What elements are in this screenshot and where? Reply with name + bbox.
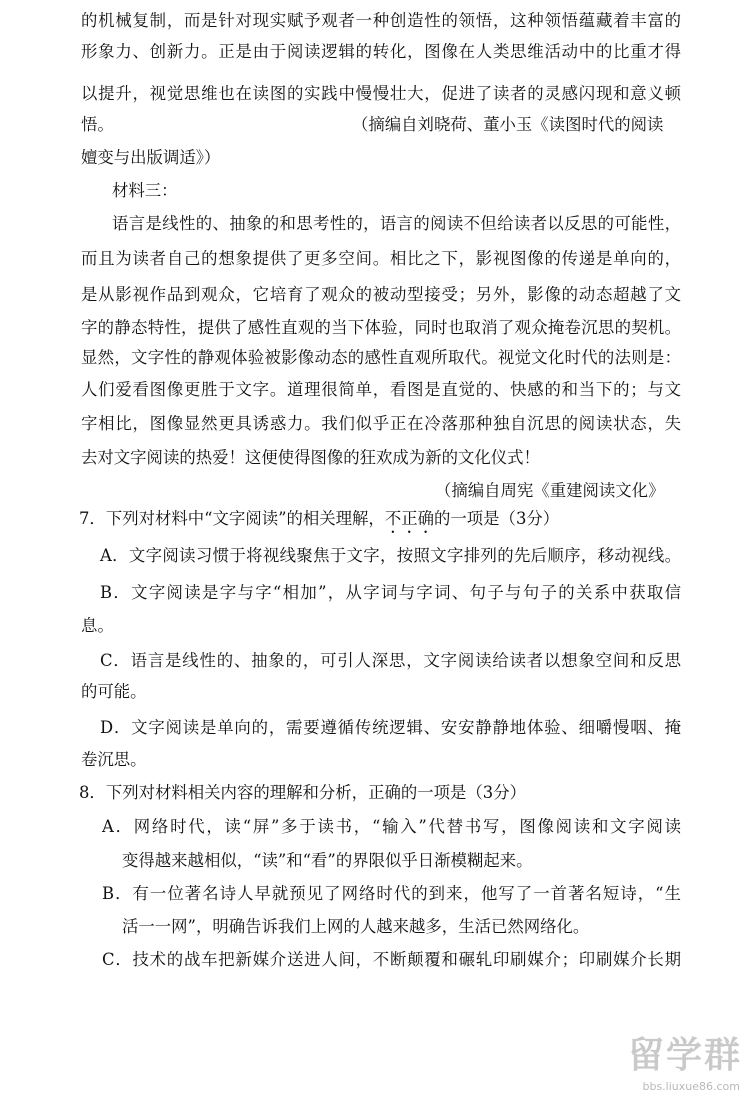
text-line: 语言是线性的、抽象的和思考性的，语言的阅读不但给读者以反思的可能性， (112, 214, 681, 233)
option-c: C．语言是线性的、抽象的，可引人深思，文字阅读给读者以想象空间和反思 (100, 651, 681, 670)
option-c: C．技术的战车把新媒介送进人间，不断颠覆和碾轧印刷媒介；印刷媒介长期 (102, 950, 681, 969)
option-d: D．文字阅读是单向的，需要遵循传统逻辑、安安静静地体验、细嚼慢咽、掩 (100, 718, 681, 737)
option-b-cont: 息。 (81, 616, 114, 635)
citation-cont: 嬗变与出版调适》） (81, 148, 221, 167)
text-line: 悟。 (81, 115, 114, 134)
text-line: 字相比，图像显然更具诱惑力。我们似乎正在冷落那种独自沉思的阅读状态，失 (81, 414, 681, 433)
section-heading: 材料三： (112, 181, 178, 200)
text-line: 而且为读者自己的想象提供了更多空间。相比之下，影视图像的传递是单向的， (81, 249, 681, 268)
option-b: B．有一位著名诗人早就预见了网络时代的到来，他写了一首著名短诗，“生 (102, 884, 681, 903)
text-line: 形象力、创新力。正是由于阅读逻辑的转化，图像在人类思维活动中的比重才得 (81, 42, 681, 61)
question-7 (79, 504, 679, 534)
option-b: B．文字阅读是字与字“相加”，从字词与字词、句子与句子的关系中获取信 (100, 583, 681, 602)
text-line: 是从影视作品到观众，它培育了观众的被动型接受；另外，影像的动态超越了文 (81, 285, 681, 304)
watermark-url: bbs.liuxue86.com (642, 1080, 740, 1093)
question-8: 8．下列对材料相关内容的理解和分析，正确的一项是（3分） (79, 783, 527, 802)
option-a: A．文字阅读习惯于将视线聚焦于文字，按照文字排列的先后顺序，移动视线。 (100, 546, 681, 565)
watermark-logo (592, 1034, 742, 1094)
option-d-cont: 卷沉思。 (81, 750, 147, 769)
option-c-cont: 的可能。 (81, 682, 147, 701)
option-b-cont: 活一一网”，明确告诉我们上网的人越来越多，生活已然网络化。 (122, 917, 590, 936)
text-line: 人们爱看图像更胜于文字。道理很简单，看图是直觉的、快感的和当下的；与文 (81, 380, 681, 399)
text-line: 去对文字阅读的热爱！这便使得图像的狂欢成为新的文化仪式！ (81, 448, 540, 467)
text-line: 的机械复制，而是针对现实赋予观者一种创造性的领悟，这种领悟蕴藏着丰富的 (81, 11, 681, 30)
option-a: A．网络时代，读“屏”多于读书，“输入”代替书写，图像阅读和文字阅读 (102, 817, 681, 836)
text-line: 显然，文字性的静观体验被影像动态的感性直观所取代。视觉文化时代的法则是： (81, 348, 681, 367)
question-7-tail: 的一项是（3分） (434, 509, 560, 528)
watermark-text: 留学群 (627, 1035, 742, 1076)
option-a-cont: 变得越来越相似，“读”和“看”的界限似乎日渐模糊起来。 (122, 851, 533, 870)
text-line: 以提升，视觉思维也在读图的实践中慢慢壮大，促进了读者的灵感闪现和意义顿 (81, 84, 681, 103)
citation: （摘编自刘晓荷、董小玉《读图时代的阅读 (352, 115, 664, 134)
question-7-stem: 7．下列对材料中“文字阅读”的相关理解， (79, 509, 385, 528)
emphasized-text: 不正确 (384, 509, 434, 528)
text-line: 字的静态特性，提供了感性直观的当下体验，同时也取消了观众掩卷沉思的契机。 (81, 318, 681, 337)
citation: （摘编自周宪《重建阅读文化》 (435, 481, 665, 500)
